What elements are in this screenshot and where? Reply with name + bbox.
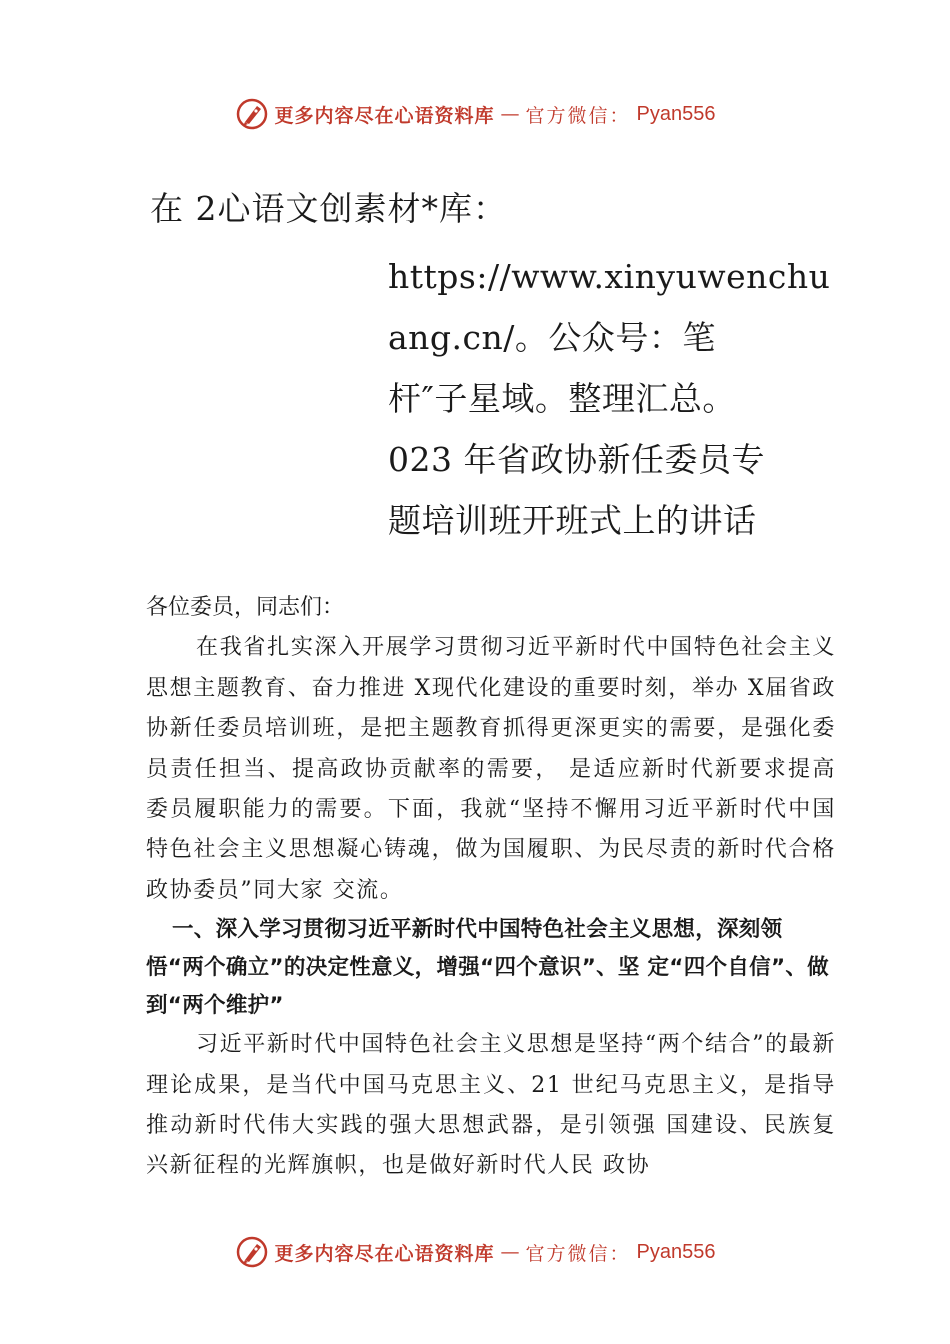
banner-separator: — <box>500 1241 520 1263</box>
banner-wechat-label: 官方微信： <box>525 1242 631 1265</box>
document-title <box>388 246 831 551</box>
banner-wechat-id: Pyan556 <box>636 102 716 125</box>
title-line: 023 年省政协新任委员专 <box>388 440 765 479</box>
footer-banner <box>0 1230 950 1274</box>
title-line: 题培训班开班式上的讲话 <box>388 501 757 540</box>
paragraph-section-1: 习近平新时代中国特色社会主义思想是坚持“两个结合”的最新理论成果，是当代中国马克思主义、21 世纪马克思主义，是指导推动新时代伟大实践的强大思想武器，是引领强 国建设、民族复兴新征程的光辉旗帜，也是做好新时代人民 政协 <box>146 1032 836 1179</box>
pen-nib-icon <box>235 97 269 131</box>
title-line: 杆″子星域。整理汇总。 <box>388 379 736 418</box>
title-lead: 在 2心语文创素材*库： <box>150 189 507 228</box>
salutation: 各位委员，同志们： <box>146 595 345 620</box>
document-body <box>146 588 836 1187</box>
banner-wechat-label: 官方微信： <box>525 104 631 127</box>
banner-text: 更多内容尽在心语资料库 <box>274 1242 495 1265</box>
header-banner <box>0 92 950 136</box>
title-line: https://www.xinyuwenchu <box>388 257 831 296</box>
banner-separator: — <box>500 103 520 125</box>
paragraph-intro: 在我省扎实深入开展学习贯彻习近平新时代中国特色社会主义思想主题教育、奋力推进 X现代化建设的重要时刻，举办 X届省政协新任委员培训班，是把主题教育抓得更深更实的需要，是强化委员责任担当、提高政协贡献率的需要， 是适应新时代新要求提高委员履职能力的需要。下面，我就“坚持不懈用习近平新时代中国特色社会主义思想凝心铸魂，做为国履职、为民尽责的新时代合格政协委员”同大家 交流。 <box>146 635 836 903</box>
banner-text: 更多内容尽在心语资料库 <box>274 104 495 127</box>
title-line: ang.cn/。公众号：笔 <box>388 318 716 357</box>
banner-wechat-id: Pyan556 <box>636 1240 716 1263</box>
section-heading: 一、深入学习贯彻习近平新时代中国特色社会主义思想，深刻领悟“两个确立”的决定性意义，增强“四个意识”、坚 定“四个自信”、做到“两个维护” <box>146 917 829 1019</box>
pen-nib-icon <box>235 1235 269 1269</box>
